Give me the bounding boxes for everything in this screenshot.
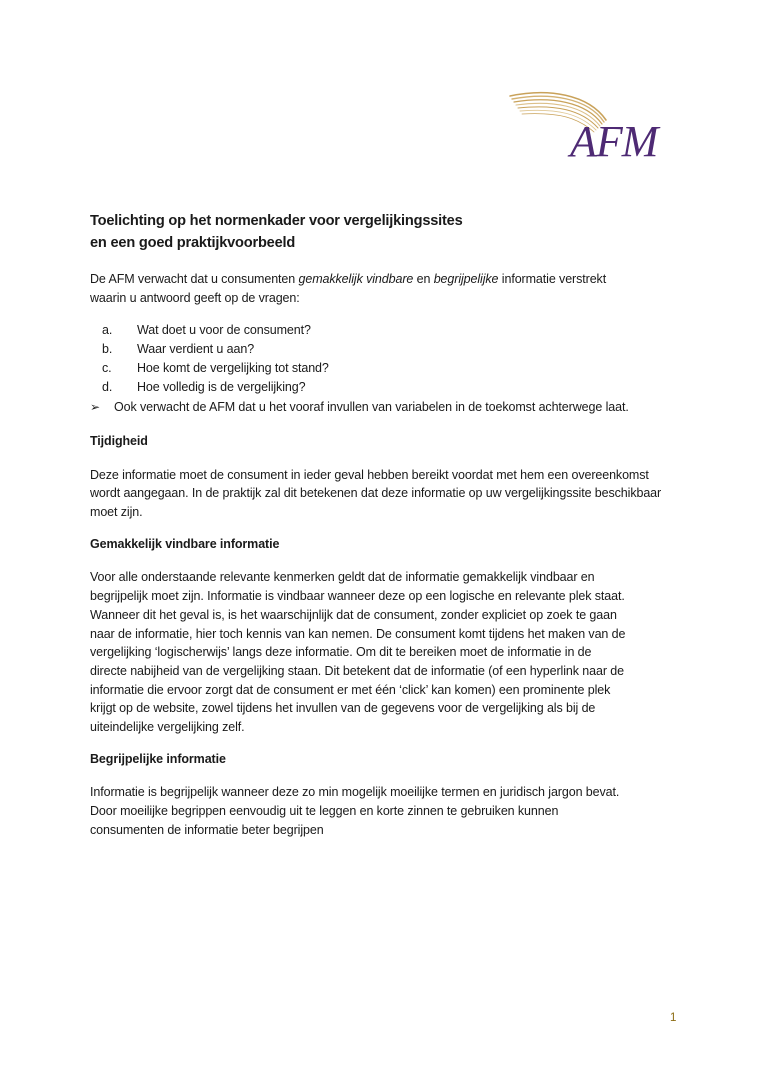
intro-text-2: en (413, 272, 434, 286)
paragraph-line: moet zijn. (90, 505, 143, 520)
list-item-letter: a. (102, 323, 113, 338)
intro-text-line-2: waarin u antwoord geeft op de vragen: (90, 290, 300, 305)
title-line-2: en een goed praktijkvoorbeeld (90, 235, 296, 251)
section-heading: Gemakkelijk vindbare informatie (90, 536, 280, 551)
logo-text: AFM (570, 117, 658, 162)
paragraph-line: directe nabijheid van de vergelijking staan. Dit betekent dat de informatie (of een hyperlink naar de (90, 663, 624, 678)
list-item-letter: d. (102, 379, 113, 394)
list-item-letter: b. (102, 342, 113, 357)
section-heading: Tijdigheid (90, 433, 148, 448)
intro-text-1: De AFM verwacht dat u consumenten (90, 272, 299, 286)
list-item (102, 359, 690, 378)
section-paragraph (90, 568, 690, 736)
intro-text-3: informatie verstrekt (498, 272, 607, 286)
section-understandable-information (90, 750, 690, 840)
paragraph-line: consumenten de informatie beter begrijpen (90, 822, 324, 837)
paragraph-line: informatie die ervoor zorgt dat de consument er met één ‘click’ kan komen) een prominente plek (90, 682, 611, 697)
section-paragraph (90, 466, 690, 522)
paragraph-line: Informatie is begrijpelijk wanneer deze zo min mogelijk moeilijke termen en juridisch jargon bevat. (90, 785, 620, 800)
document-body (90, 210, 690, 853)
section-heading: Begrijpelijke informatie (90, 751, 226, 766)
paragraph-line: Wanneer dit het geval is, is het waarschijnlijk dat de consument, zonder expliciet op zoek te gaan (90, 607, 617, 622)
bullet-item (90, 398, 690, 417)
paragraph-line: vergelijking ‘logischerwijs’ langs deze informatie. Om dit te bereiken moet de informatie in de (90, 645, 592, 660)
section-findable-information (90, 535, 690, 737)
title-line-1: Toelichting op het normenkader voor vergelijkingssites (90, 213, 463, 229)
afm-logo-icon (508, 86, 680, 162)
list-item-text: Hoe komt de vergelijking tot stand? (137, 360, 329, 375)
afm-logo (508, 86, 680, 162)
document-title (90, 210, 690, 254)
paragraph-line: Voor alle onderstaande relevante kenmerken geldt dat de informatie gemakkelijk vindbaar en (90, 570, 595, 585)
questions-list (90, 321, 690, 396)
paragraph-line: begrijpelijk moet zijn. Informatie is vindbaar wanneer deze op een logische en relevante plek staat. (90, 589, 625, 604)
page-number: 1 (670, 1012, 677, 1024)
bullet-text: Ook verwacht de AFM dat u het vooraf invullen van variabelen in de toekomst achterwege laat. (114, 400, 629, 415)
list-item (102, 340, 690, 359)
paragraph-line: krijgt op de website, zowel tijdens het invullen van de gegevens voor de vergelijking als bij de (90, 701, 596, 716)
paragraph-line: Door moeilijke begrippen eenvoudig uit te leggen en korte zinnen te gebruiken kunnen (90, 804, 559, 819)
list-item-text: Hoe volledig is de vergelijking? (137, 379, 306, 394)
section-paragraph (90, 783, 690, 839)
paragraph-line: naar de informatie, hier toch kennis van kan nemen. De consument komt tijdens het maken van de (90, 626, 626, 641)
list-item (102, 321, 690, 340)
list-item-letter: c. (102, 360, 112, 375)
paragraph-line: uiteindelijke vergelijking zelf. (90, 720, 245, 735)
paragraph-line: wordt aangegaan. In de praktijk zal dit betekenen dat deze informatie op uw vergelijkingssite beschikbaar (90, 486, 662, 501)
intro-paragraph (90, 270, 690, 307)
section-timeliness (90, 432, 690, 522)
paragraph-line: Deze informatie moet de consument in ieder geval hebben bereikt voordat met hem een overeenkomst (90, 467, 649, 482)
intro-emphasis-findable: gemakkelijk vindbare (298, 272, 414, 286)
list-item-text: Wat doet u voor de consument? (137, 323, 311, 338)
list-item (102, 378, 690, 397)
intro-emphasis-understandable: begrijpelijke (433, 272, 499, 286)
arrow-bullet-icon: ➢ (90, 400, 100, 415)
list-item-text: Waar verdient u aan? (137, 342, 255, 357)
